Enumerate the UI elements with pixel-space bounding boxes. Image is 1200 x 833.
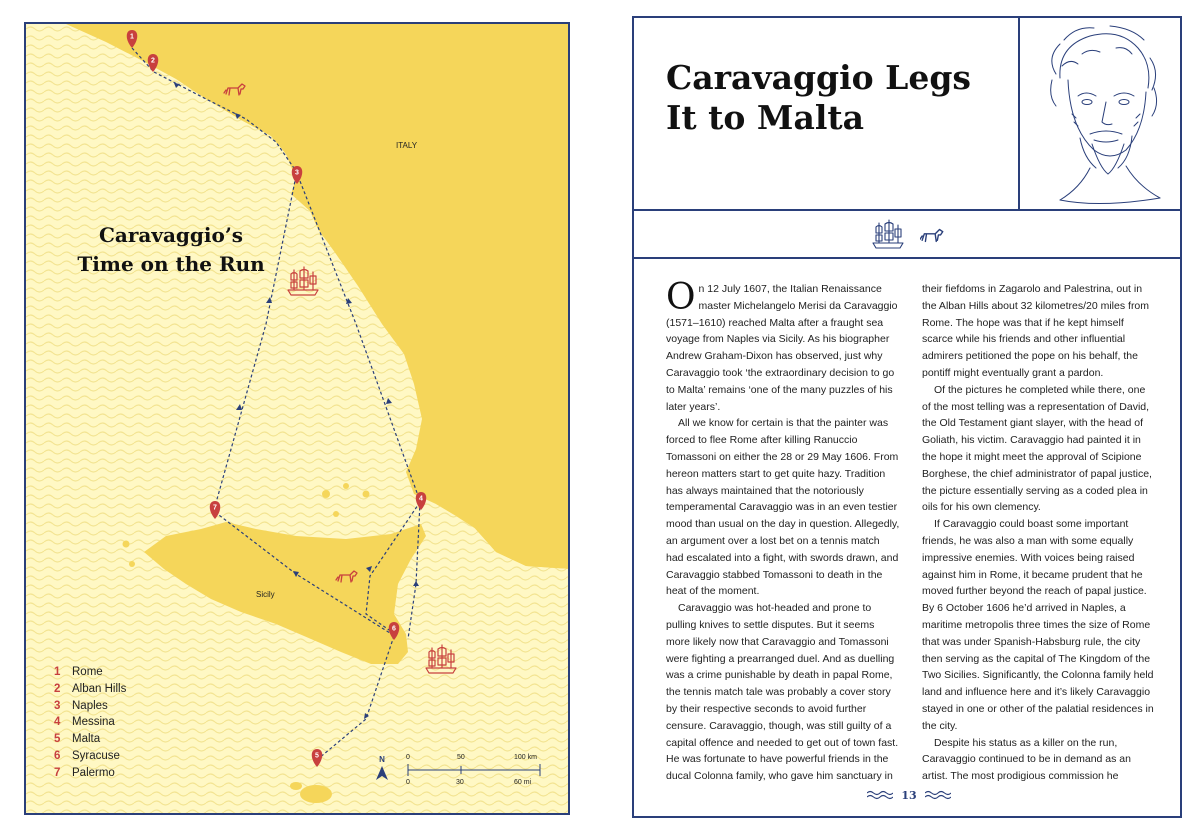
page-title-line: It to Malta (666, 98, 864, 137)
article-paragraph: Despite his status as a killer on the run, Caravaggio continued to be in demand as an artist. The most prodigious commission he (922, 736, 1131, 783)
paragraph-text: n 12 July 1607, the Italian Renaissance master Michelangelo Merisi da Caravaggio (1571–1610) reached Malta after a fraught sea voyage from Naples via Sicily. As his biographer Andrew Graham-Dixon has observed, just why Caravaggio took ‘the extraordinary decision to go to Malta’ remains ‘one of the many puzzles of his later years’. (666, 283, 898, 413)
aeolian-island (343, 483, 349, 489)
map-title-line: Time on the Run (77, 252, 265, 276)
horse-icon (920, 225, 946, 247)
article-column-left (666, 277, 900, 785)
page-folio (864, 786, 954, 804)
scale-km-0: 0 (406, 754, 410, 761)
legend-number: 2 (54, 682, 61, 695)
legend-number: 6 (54, 749, 61, 762)
legend-number: 7 (54, 766, 61, 779)
legend-item (54, 765, 126, 782)
page-title-line: Caravaggio Legs (666, 58, 972, 97)
legend-item (54, 698, 126, 715)
gozo-island (290, 782, 302, 790)
svg-text:4: 4 (419, 495, 423, 503)
page-number: 13 (901, 788, 917, 802)
scale-km-50: 50 (457, 754, 465, 761)
article-body (666, 277, 1156, 785)
legend-number: 4 (54, 716, 61, 729)
scale-km-100: 100 km (514, 754, 537, 761)
portrait-panel (1020, 18, 1180, 211)
article-paragraph: All we know for certain is that the painter was forced to flee Rome after killing Ranuccio Tomassoni on either the 28 or 29 May 1606. From hereon matters start to get quite hazy. Tradition has always maintained that the notoriously temperamental Caravaggio was in an even testier mood than usual on the day in question. Allegedly, an argument over a lost bet on a tennis match had escalated into a fight, with swords drawn, and Caravaggio stabbed Tomassoni to death in the heat of the moment. (666, 417, 900, 598)
page-title (666, 58, 1006, 138)
legend-item (54, 714, 126, 731)
scale-mi-0: 0 (406, 779, 410, 786)
legend-number: 1 (54, 666, 61, 678)
scale-mi-60: 60 mi (514, 779, 532, 786)
article-page (632, 16, 1182, 818)
svg-text:7: 7 (213, 504, 217, 512)
route-map (24, 22, 570, 815)
article-paragraph: Of the pictures he completed while there, one of the most telling was a representation of David, the Old Testament giant slayer, with the head of Goliath, his victim. Caravaggio had painted it in the hope it might meet the approval of Scipione Borghese, the chief administrator of papal justice, the picture essentially serving as a coded plea in oils for his own clemency. (922, 383, 1152, 514)
legend-item (54, 681, 126, 698)
legend-label: Palermo (72, 766, 115, 779)
svg-text:5: 5 (315, 752, 319, 760)
aeolian-island (322, 490, 330, 498)
svg-text:N: N (379, 755, 385, 764)
legend-item (54, 664, 126, 681)
article-column-right (922, 281, 1156, 785)
map-title (56, 221, 286, 279)
region-label-italy: ITALY (396, 141, 418, 150)
map-title-line: Caravaggio’s (98, 223, 244, 247)
map-legend (54, 664, 126, 782)
legend-label: Syracuse (72, 749, 120, 762)
legend-number: 5 (54, 733, 61, 746)
egadi-island (123, 541, 130, 548)
drop-cap: O (666, 277, 696, 318)
wave-ornament-icon (867, 790, 893, 800)
svg-text:6: 6 (392, 625, 396, 633)
article-paragraph: their fiefdoms in Zagarolo and Palestrina, out in the Alban Hills about 32 kilometres/20 miles from Rome. The hope was that if he kept himself scarce while his friends and other influential admirers petitioned the pope on his behalf, the pontiff might eventually grant a pardon. (922, 283, 1150, 379)
svg-text:3: 3 (295, 169, 299, 177)
title-panel (634, 18, 1020, 211)
aeolian-island (363, 491, 370, 498)
region-label-sicily: Sicily (256, 590, 275, 599)
legend-label: Messina (72, 716, 115, 729)
egadi-island (129, 561, 135, 567)
malta-island (300, 785, 332, 803)
article-paragraph (666, 277, 900, 415)
scale-mi-30: 30 (456, 779, 464, 786)
svg-text:1: 1 (130, 33, 134, 41)
legend-label: Rome (72, 666, 103, 678)
aeolian-island (333, 511, 339, 517)
article-paragraph: If Caravaggio could boast some important friends, he was also a man with some equally impressive enemies. With voices being raised against him in Rome, it became prudent that he moved further beyond the reach of papal justice. By 6 October 1606 he’d arrived in Naples, a maritime metropolis three times the size of Rome that was under Spanish-Habsburg rule, the city then serving as the capital of The Kingdom of the Two Sicilies. Significantly, the Colonna family held land and influence here and it’s likely Caravaggio stayed in one or other of the palatial residences in the city. (922, 518, 1154, 732)
svg-text:2: 2 (151, 57, 155, 65)
portrait-sketch-icon (1020, 18, 1180, 209)
legend-label: Malta (72, 733, 101, 746)
legend-item (54, 731, 126, 748)
legend-label: Naples (72, 699, 108, 712)
decorative-icon-band (634, 211, 1180, 259)
legend-number: 3 (54, 699, 61, 712)
ship-icon (872, 219, 904, 249)
legend-label: Alban Hills (72, 682, 127, 695)
article-paragraph: Caravaggio was hot-headed and prone to pulling knives to settle disputes. But it seems more likely now that Caravaggio and Tomassoni were fighting a prearranged duel. And as duelling was a crime punishable by death in papal Rome, the tennis match tale was probably a cover story by their respective seconds to avoid further censure. Caravaggio, though, was still guilty of a capital offence and needed to get out of town fast. He was fortunate to have powerful friends in the ducal Colonna family, who gave him sanctuary in (666, 602, 899, 783)
legend-item (54, 748, 126, 765)
wave-ornament-icon (925, 790, 951, 800)
